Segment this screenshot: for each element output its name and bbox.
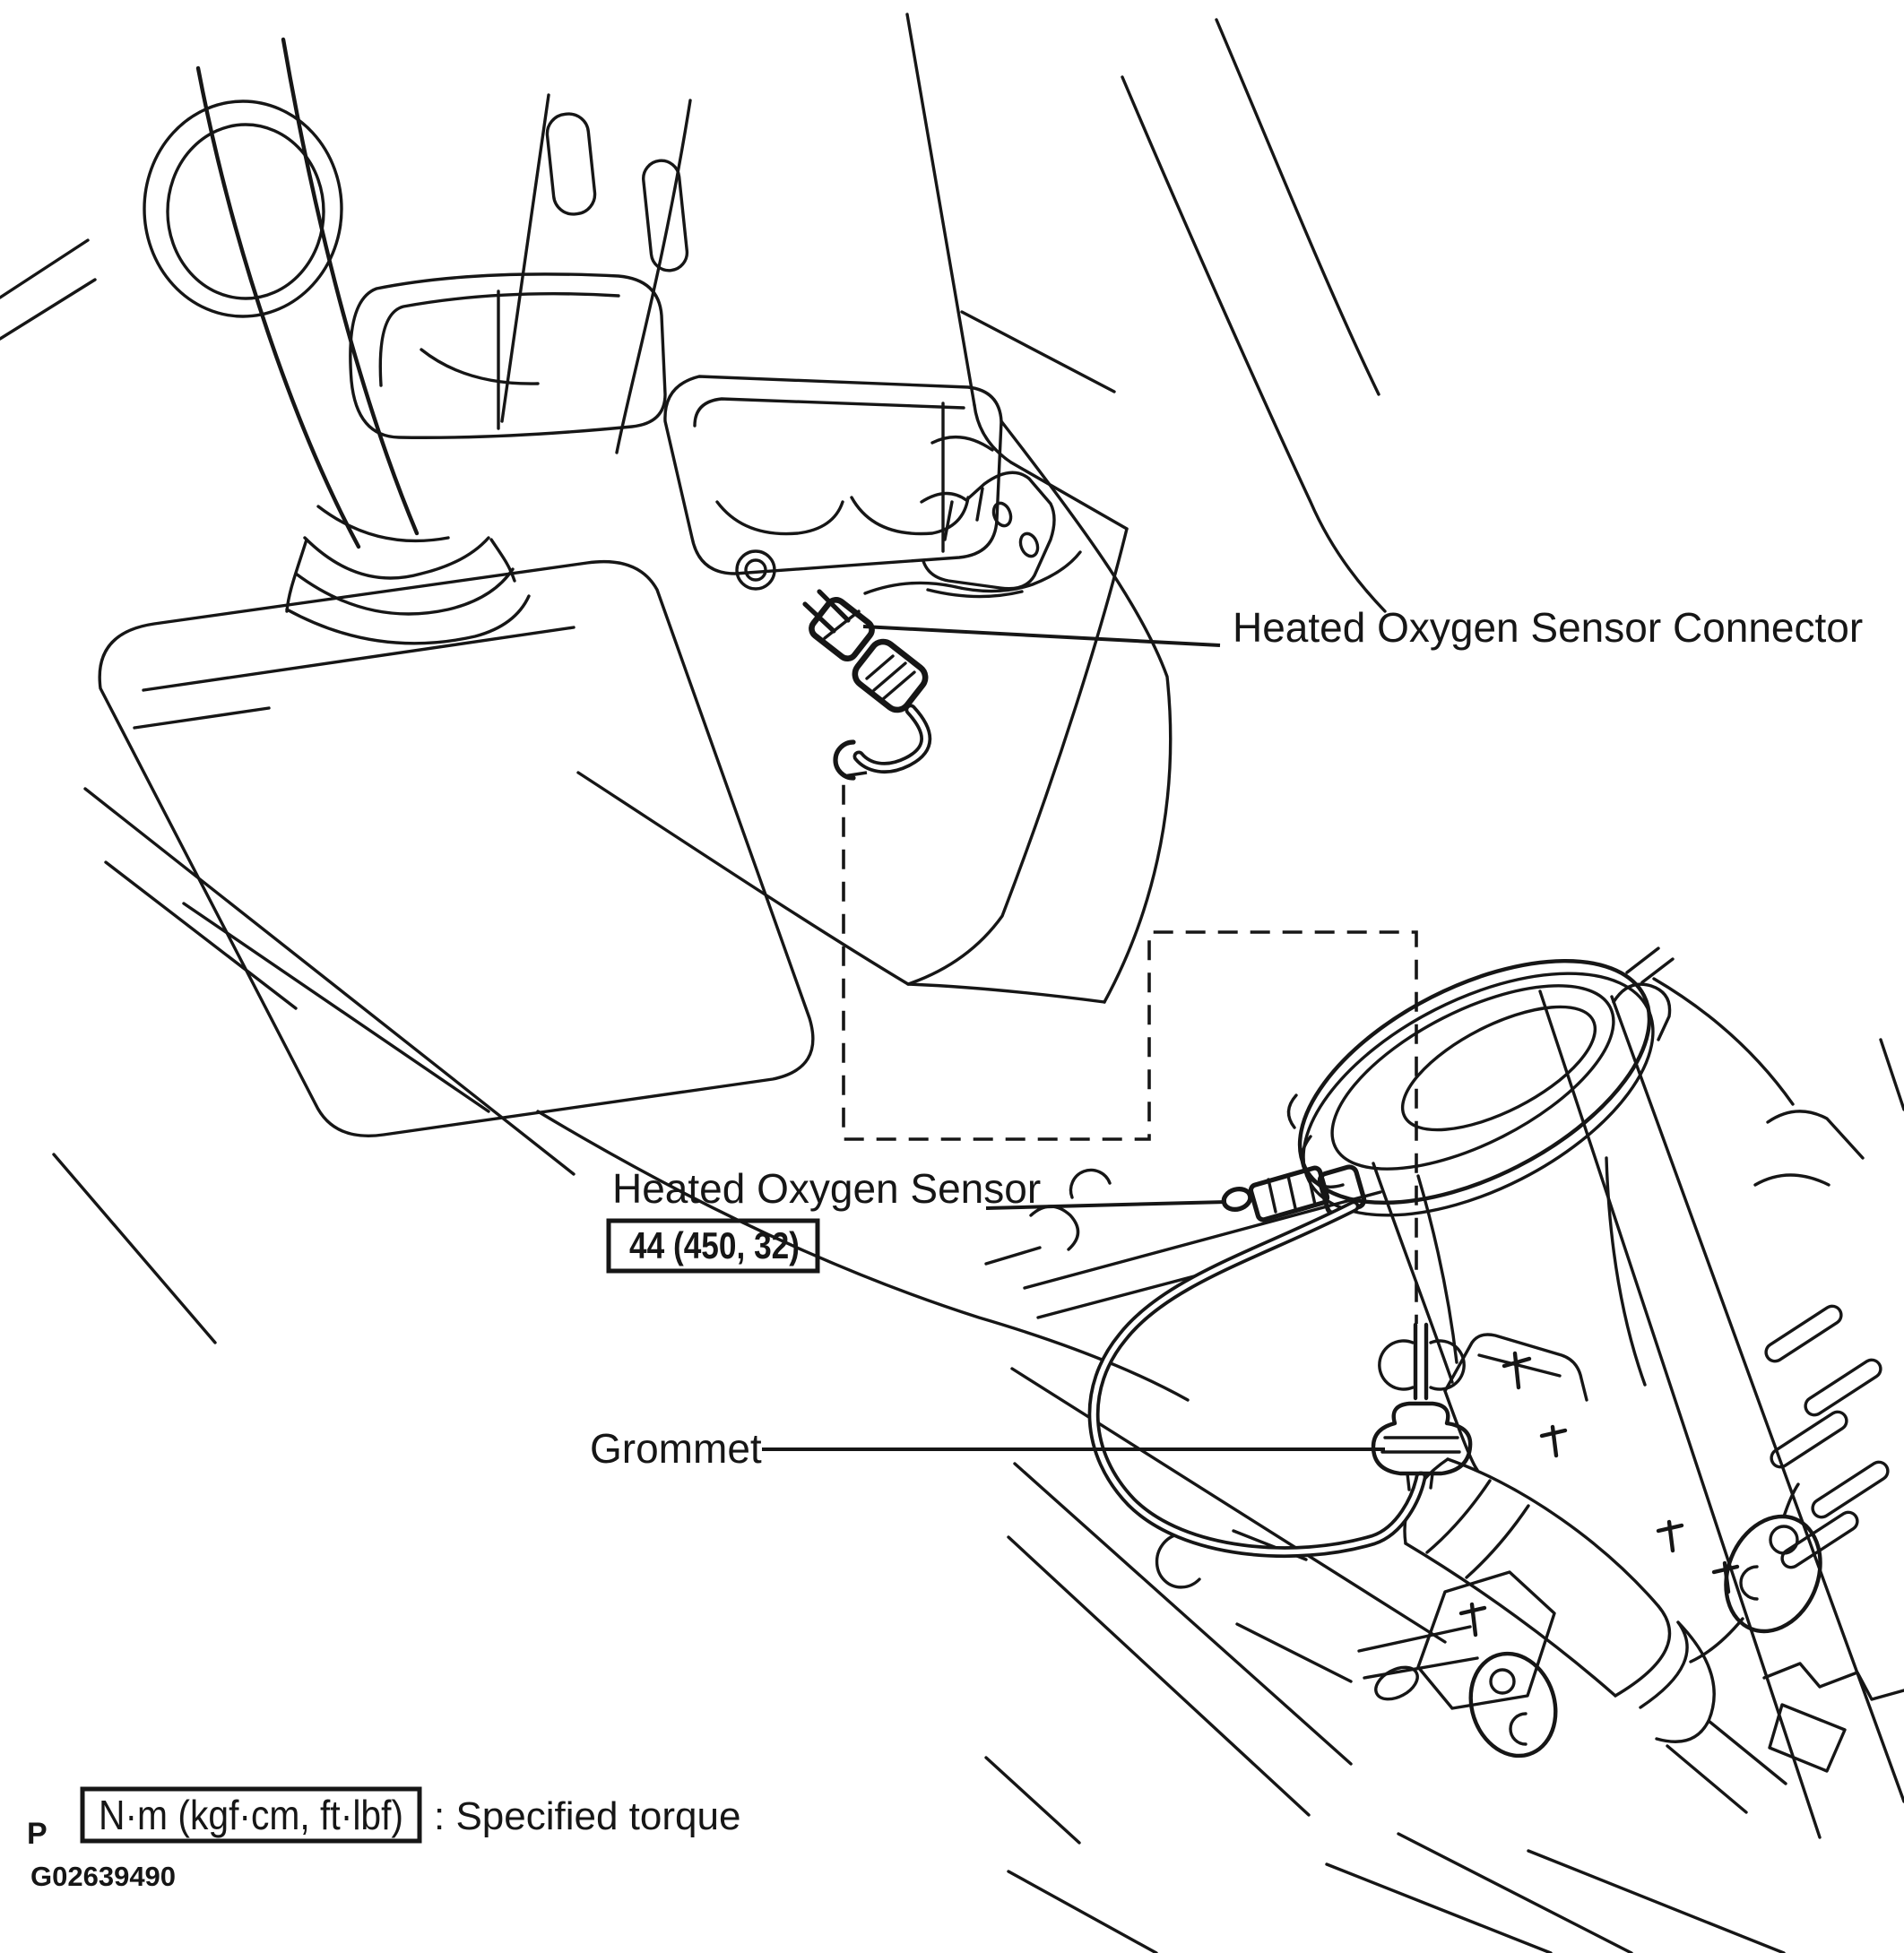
connector-label: Heated Oxygen Sensor Connector — [1233, 604, 1864, 651]
exhaust-hangers — [1359, 1353, 1904, 1771]
vent-slot — [642, 159, 689, 272]
shift-lever — [198, 68, 359, 547]
page-marker: P — [27, 1817, 48, 1851]
torque-unit-label: N·m (kgf·cm, ft·lbf) — [99, 1792, 403, 1838]
heat-shield-corrugations — [1762, 1302, 1891, 1570]
oxygen-sensor-connector-detail — [805, 592, 930, 778]
sensor-label: Heated Oxygen Sensor — [612, 1165, 1042, 1212]
torque-spec-value: 44 (450, 32) — [629, 1224, 800, 1266]
cup-ring-inner — [168, 125, 324, 298]
console-cubby — [351, 274, 665, 437]
callout-grommet — [590, 1425, 1385, 1472]
locator-dashed-line — [844, 773, 1416, 1324]
cup-ring-outer — [144, 101, 342, 316]
underbody-view — [986, 911, 1904, 1953]
connector-leader-line — [863, 627, 1220, 645]
legend — [27, 1789, 740, 1892]
callout-sensor — [609, 1165, 1226, 1271]
sensor-tip — [1222, 1186, 1253, 1212]
callout-connector — [863, 604, 1863, 651]
armrest-pad — [100, 562, 813, 1136]
oxygen-sensor — [1094, 1165, 1421, 1551]
sensor-cable — [1094, 1206, 1421, 1552]
torque-meaning-label: : Specified torque — [434, 1794, 741, 1838]
grommet-label: Grommet — [590, 1425, 762, 1472]
figure-code: G02639490 — [30, 1861, 177, 1892]
vent-slot — [545, 112, 596, 216]
exhaust-flange — [1262, 911, 1691, 1265]
anchor-bracket — [922, 437, 1054, 589]
